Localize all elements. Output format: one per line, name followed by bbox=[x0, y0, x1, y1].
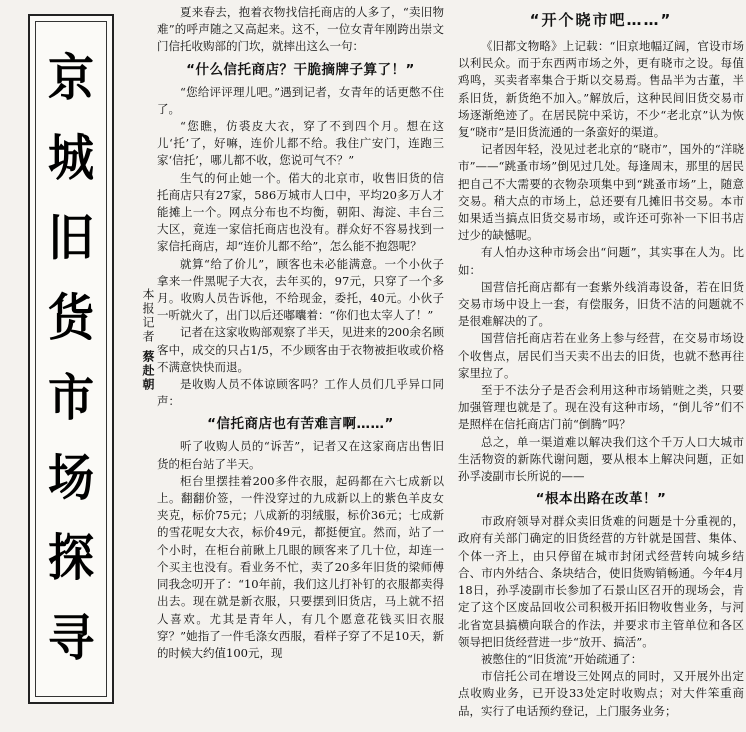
paragraph: 柜台里摆挂着200多件衣服，起码都在六七成新以上。翻翻价签，一件没穿过的九成新以上的紫色羊皮女夹克，标价75元；八成新的羽绒服，标价36元；七成新的雪花呢女大衣，标价49元，都挺便宜。然而，站了一个小时，在柜台前瞅上几眼的顾客来了几十位，却连一个买主也没有。看业务不忙，卖了20多年旧货的梁师傅同我念叨开了：“10年前，我们这儿打补钉的衣服都卖得出去。现在就是新衣服，只要摆到旧货店，马上就不招人喜欢。尤其是青年人，有几个愿意花钱买旧衣服穿？”她指了一件毛涤女西服，看样子穿了不足10天，新的时候大约值100元，现 bbox=[157, 473, 444, 660]
paragraph: 至于不法分子是否会利用这种市场销赃之类，只要加强管理也就是了。现在没有这种市场，“倒儿爷”们不是照样在信托商店门前“倒腾”吗？ bbox=[458, 383, 744, 432]
paragraph: “您给评评理儿吧。”遇到记者，女青年的话更憋不住了。 bbox=[157, 84, 444, 116]
paragraph: 被憋住的“旧货流”开始疏通了： bbox=[481, 651, 643, 666]
headline-char: 京 bbox=[48, 49, 94, 107]
paragraph: 总之，单一渠道难以解决我们这个千万人口大城市生活物资的新陈代谢问题，要从根本上解决问题，正如孙孚凌副市长所说的—— bbox=[458, 434, 744, 484]
paragraph: 有人怕办这种市场会出“问题”，其实事在人为。比如： bbox=[458, 245, 744, 277]
byline-label: 本报记者 bbox=[141, 288, 155, 344]
headline-char: 货 bbox=[48, 289, 94, 347]
headline-char: 探 bbox=[48, 529, 94, 587]
intro-paragraph: 夏来春去，抱着衣物找信托商店的人多了，“卖旧物难”的呼声随之又高起来。这不，一位女青年刚跨出崇文门信托收购部的门坎，就摔出这么一句： bbox=[157, 5, 444, 54]
paragraph: 市政府领导对群众卖旧货难的问题是十分重视的，政府有关部门确定的旧货经营的方针就是国营、集体、个体一齐上，由只停留在城市封闭式经营转向城乡结合、市内外结合、条块结合，使旧货购销畅通。今年4月18日，孙孚凌副市长参加了石景山区召开的现场会，肯定了这个区废品回收公司积极开拓旧物收售业务，与河北省宽县搞横向联合的作法，并要求市主管单位和各区领导把旧货经营进一步“放开、搞活”。 bbox=[458, 514, 744, 649]
byline bbox=[121, 288, 157, 392]
headline-char: 寻 bbox=[48, 609, 94, 667]
section-heading: “根本出路在改革！” bbox=[535, 491, 667, 508]
paragraph: 记者因年轻，没见过老北京的“晓市”，国外的“洋晓市”——“跳蚤市场”倒见过几处。每逢周末，那里的居民把自己不大需要的衣物杂项集中到“跳蚤市场”上，随意交易。稍大点的市场上，总还要有几摊旧书交易。本市如果适当搞点旧货交易市场，或许还可弥补一下旧书店过少的缺憾呢。 bbox=[458, 142, 744, 243]
byline-author: 蔡赴朝 bbox=[141, 349, 155, 392]
paragraph: 记者在这家收购部观察了半天，见进来的200余名顾客中，成交的只占1/5，不少顾客由于衣物被拒收或价格不满意快快而退。 bbox=[157, 325, 444, 374]
paragraph: 市信托公司在增设三处网点的同时，又开展外出定点收购业务，已开设33处定时收购点；对大件笨重商品，实行了电话预约登记，上门服务业务； bbox=[458, 669, 744, 718]
section-heading: “什么信托商店？干脆摘牌子算了！” bbox=[186, 61, 415, 78]
article-column-right bbox=[458, 4, 744, 720]
paragraph: 《旧都文物略》上记载：“旧京地幅辽阔，官设市场以利民众。而于东西两市场之外，更有晓市之设。每值鸡鸣，买卖者率集合于斯以交易焉。售品半为古董，半系旧货，新货绝不加入。”解放后，这种民间旧货交易市场逐渐绝迹了。在居民院中采访，不少“老北京”认为恢复“晓市”是旧货流通的一条蛮好的渠道。 bbox=[458, 39, 744, 140]
paragraph: 国营信托商店都有一套紫外线消毒设备，若在旧货交易市场中设上一套，有偿服务，旧货不洁的问题就不是很难解决的了。 bbox=[458, 279, 744, 329]
paragraph: 生气的何止她一个。偌大的北京市，收售旧货的信托商店只有27家，586万城市人口中，平均20多万人才能摊上一个。网点分布也不均衡，朝阳、海淀、丰台三大区，竟连一家信托商店也没有。群众好不容易找到一家信托商店，却“连价儿都不给”，怎么能不抱怨呢？ bbox=[157, 170, 444, 254]
paragraph: 国营信托商店若在业务上参与经营，在交易市场设个收售点，居民们当天卖不出去的旧货，也就不愁再往家里拉了。 bbox=[458, 331, 744, 380]
paragraph: 听了收购人员的“诉苦”，记者又在这家商店出售旧货的柜台站了半天。 bbox=[157, 439, 444, 471]
headline-char: 场 bbox=[48, 449, 94, 507]
headline-char: 城 bbox=[48, 129, 94, 187]
paragraph: 是收购人员不体谅顾客吗？工作人员们几乎异口同声： bbox=[157, 377, 444, 409]
section-heading: “信托商店也有苦难言啊……” bbox=[207, 416, 394, 433]
section-heading: “开个晓市吧……” bbox=[529, 11, 673, 29]
headline-char: 旧 bbox=[48, 209, 94, 267]
headline-banner bbox=[28, 14, 114, 704]
headline-char: 市 bbox=[48, 369, 94, 427]
paragraph: “您瞧，仿裘皮大衣，穿了不到四个月。想在这儿‘托’了，好嘛，连价儿都不给。我住广安门，连跑三家‘信托’，哪儿都不收，您说可气不？” bbox=[157, 119, 444, 168]
article-column-middle bbox=[157, 4, 444, 662]
headline-title bbox=[30, 38, 112, 678]
paragraph: 就算“给了价儿”，顾客也未必能满意。一个小伙子拿来一件黑呢子大衣，去年买的，97元，只穿了一个多月。收购人员告诉他，不给现金，委托，40元。小伙子一听就火了，出门以后还嘟囔着：“你们也太宰人了！” bbox=[157, 256, 444, 323]
